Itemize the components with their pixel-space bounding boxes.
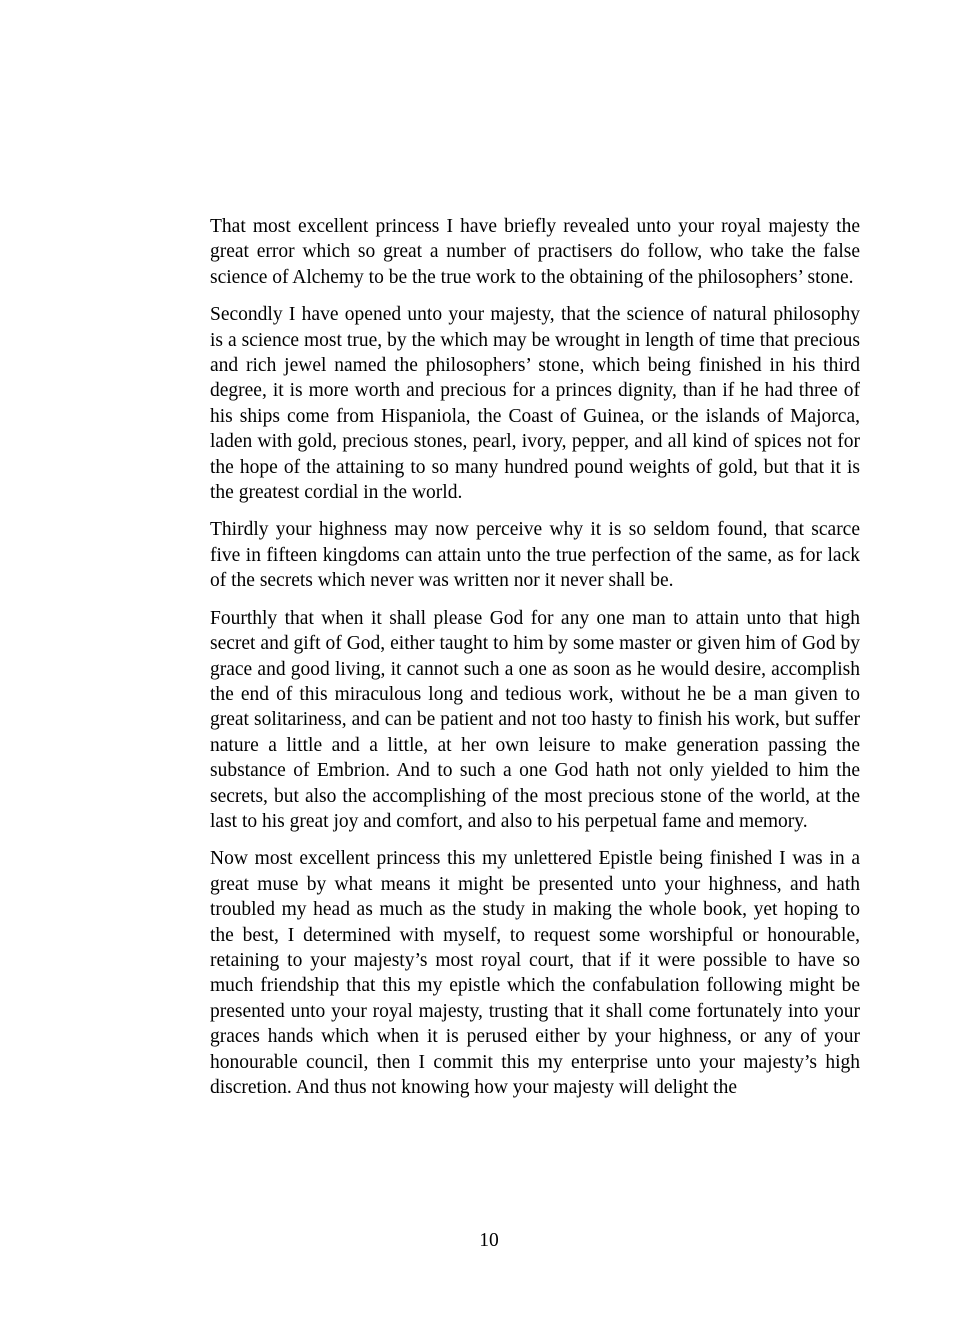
paragraph-1: That most excellent princess I have briefly revealed unto your royal majesty the great error which so great a number of practisers do follow, who take the false science of Alchemy to be the true work to the obtaining of the philosophers’ stone. [210, 216, 860, 288]
paragraph-4: Fourthly that when it shall please God for any one man to attain unto that high secret and gift of God, either taught to him by some master or given him of God by grace and good living, it cannot such a one as soon as he would desire, accomplish the end of this miraculous long and tedious work, without he be a man given to great solitariness, and can be patient and not too hasty to finish his work, but suffer nature a little and a little, at her own leisure to make generation passing the substance of Embrion. And to such a one God hath not only yielded to him the secrets, but also the accomplishing of the most precious stone of the world, at the last to his great joy and comfort, and also to his perpetual fame and memory. [210, 607, 860, 832]
page-number: 10 [479, 1230, 499, 1251]
paragraph-3: Thirdly your highness may now perceive why it is so seldom found, that scarce five in fifteen kingdoms can attain unto the true perfection of the same, as for lack of the secrets which never was written nor it never shall be. [210, 519, 860, 592]
paragraph-5: Now most excellent princess this my unlettered Epistle being finished I was in a great muse by what means it might be presented unto your highness, and hath troubled my head as much as the study in making the whole book, yet hoping to the best, I determined with myself, to request some worshipful or honourable, retaining to your majesty’s most royal court, that if it were possible to have so much friendship that this my epistle which the confabulation following might be presented unto your royal majesty, trusting that it shall come fortunately into your graces hands which when it is perused either by your highness, or any of your honourable council, then I commit this my enterprise unto your majesty’s high discretion. And thus not knowing how your majesty will delight the [210, 848, 860, 1098]
paragraph-2: Secondly I have opened unto your majesty, that the science of natural philosophy is a science most true, by the which may be wrought in length of time that precious and rich jewel named the philosophers’ stone, which being finished in his third degree, it is more worth and precious for a princes dignity, than if he had three of his ships come from Hispaniola, the Coast of Guinea, or the islands of Majorca, laden with gold, precious stones, pearl, ivory, pepper, and all kind of spices not for the hope of the attaining to so many hundred pound weights of gold, but that it is the greatest cordial in the world. [210, 304, 860, 504]
page-text-body [210, 214, 860, 1100]
